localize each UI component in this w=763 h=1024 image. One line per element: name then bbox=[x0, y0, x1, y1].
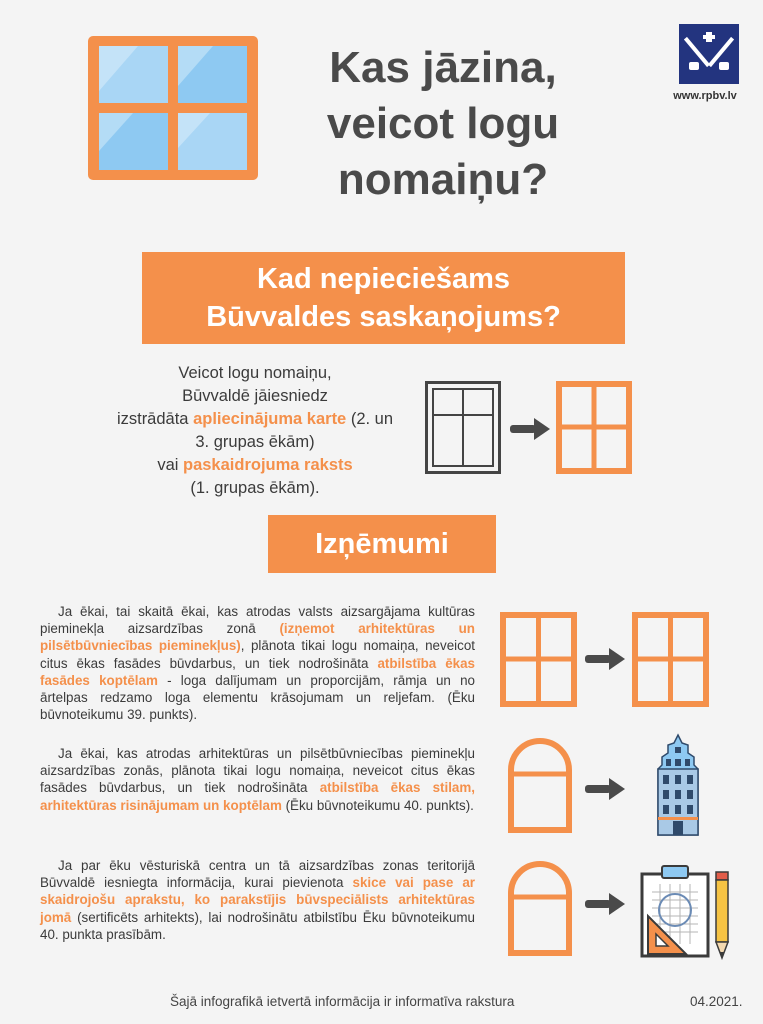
footer-date: 04.2021. bbox=[690, 994, 743, 1009]
footer-note: Šajā infografikā ietvertā informācija ir informatīva rakstura bbox=[170, 994, 515, 1009]
arrow-icon bbox=[585, 648, 625, 670]
arched-window-icon bbox=[508, 737, 572, 833]
arrow-icon bbox=[585, 778, 625, 800]
pencil-icon bbox=[714, 872, 730, 958]
window-icon bbox=[88, 36, 258, 180]
section-heading-exceptions: Izņēmumi bbox=[268, 515, 496, 573]
logo-icon bbox=[679, 24, 739, 84]
logo[interactable] bbox=[679, 24, 739, 84]
section-heading-approval: Kad nepieciešams Būvvaldes saskaņojums? bbox=[142, 252, 625, 344]
old-window-icon bbox=[425, 381, 501, 474]
intro-text: Veicot logu nomaiņu, Būvvaldē jāiesniedz izstrādāta apliecinājuma karte (2. un 3. grupas ēkām) vai paskaidrojuma raksts (1. grupas ēkām). bbox=[116, 364, 394, 497]
website-link[interactable]: www.rpbv.lv bbox=[673, 90, 737, 102]
arrow-icon bbox=[585, 893, 625, 915]
window-icon bbox=[632, 612, 709, 707]
arrow-icon bbox=[510, 418, 550, 440]
window-icon bbox=[556, 381, 632, 474]
exception-paragraph-3: Ja par ēku vēsturiskā centra un tā aizsardzības zonas teritorijā Būvvaldē iesniegta informācija, kurai pievienota skice vai pase ar skaidrojošu aprakstu, ko parakstījis būvspeciālists arhitektūras jomā (sertificēts arhitekts), lai nodrošinātu atbilstību Ēku būvnoteikumu 40. punkta prasībām. bbox=[40, 858, 475, 942]
building-icon bbox=[654, 735, 702, 835]
page-title: Kas jāzina, veicot logu nomaiņu? bbox=[326, 43, 560, 204]
exception-paragraph-2: Ja ēkai, kas atrodas arhitektūras un pilsētbūvniecības pieminekļu aizsardzības zonās, plānota tikai logu nomaiņa, neveicot citus ēkas fasādes būvdarbus, un tiek nodrošināta atbilstība ēkas stilam, arhitektūras risinājumam un koptēlam (Ēku būvnoteikumu 40. punkts). bbox=[40, 746, 475, 813]
arched-window-icon bbox=[508, 860, 572, 956]
window-icon bbox=[500, 612, 577, 707]
exception-paragraph-1: Ja ēkai, tai skaitā ēkai, kas atrodas valsts aizsargājama kultūras pieminekļa aizsardzības zonā (izņemot arhitektūras un pilsētbūvniecības pieminekļus), plānota tikai logu nomaiņa, neveicot citus ēkas fasādes būvdarbus, un tiek nodrošināta atbilstība ēkas fasādes koptēlam - loga dalījumam un proporcijām, rāmja un no ārtelpas redzamo loga elementu krāsojumam un reljefam. (Ēku būvnoteikumu 39. punkts). bbox=[40, 604, 475, 723]
